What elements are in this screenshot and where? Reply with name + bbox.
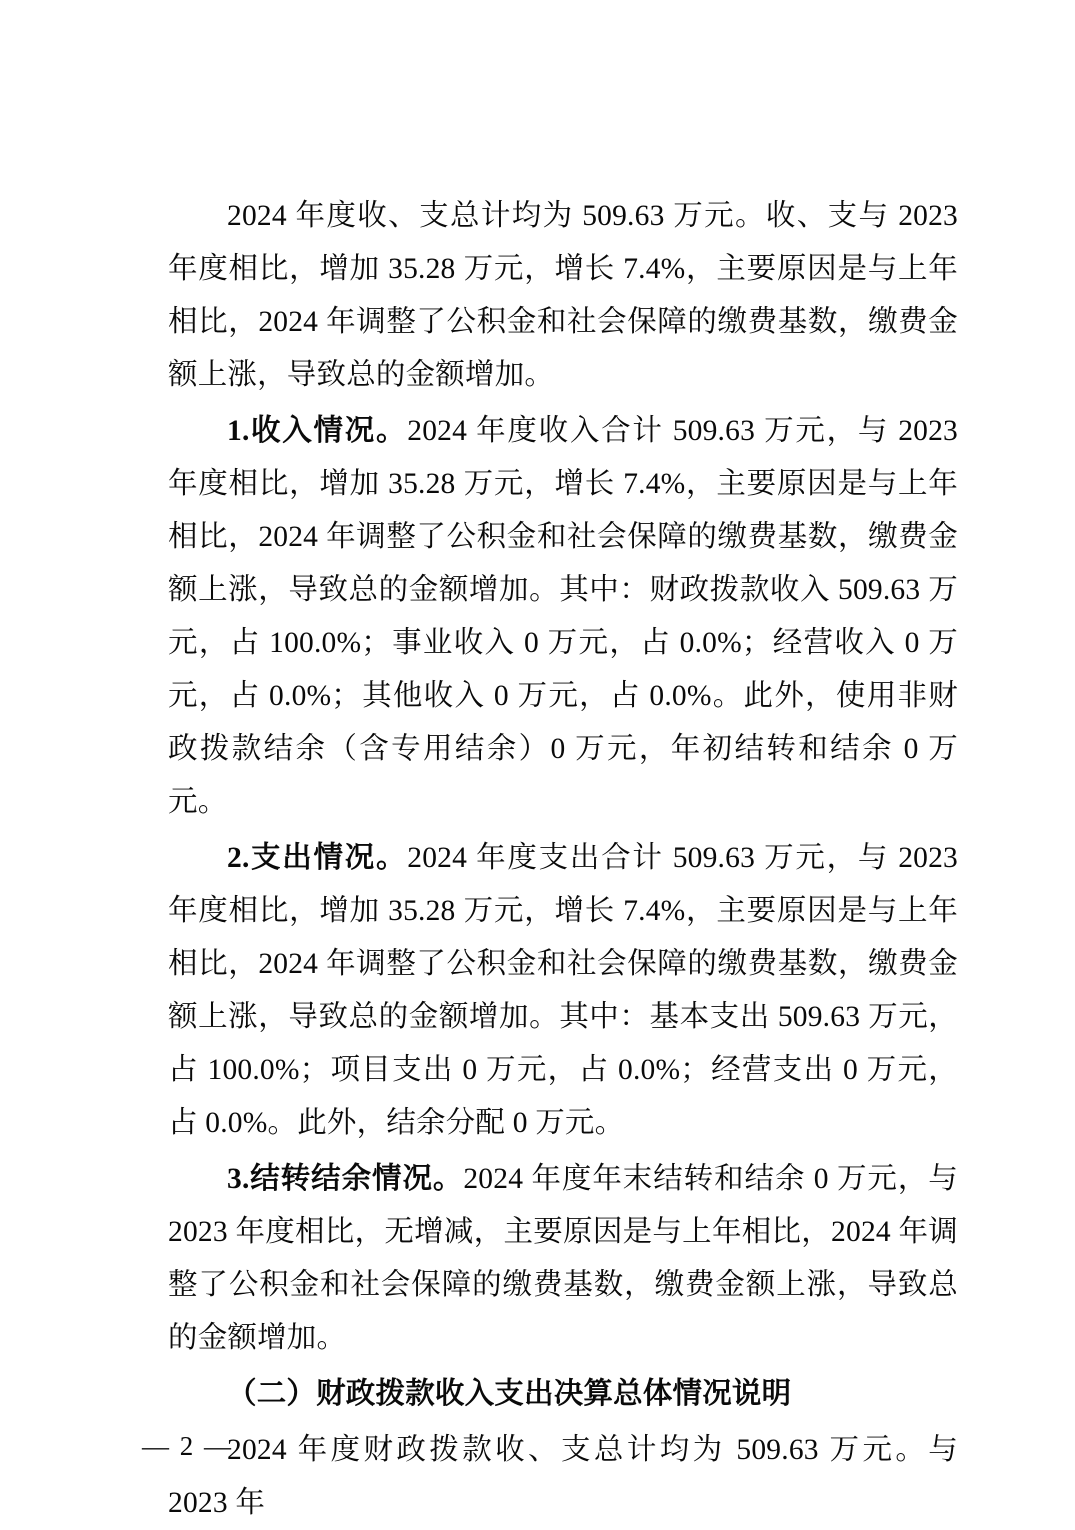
paragraph-text: 2024 年度支出合计 509.63 万元，与 2023 年度相比，增加 35.28 万元，增长 7.4%，主要原因是与上年相比，2024 年调整了公积金和社会保障的缴费基数，缴费金额上涨，导致总的金额增加。其中：基本支出 509.63 万元，占 100.0%；项目支出 0 万元，占 0.0%；经营支出 0 万元，占 0.0%。此外，结余分配 0 万元。 [168, 842, 958, 1139]
page-number: — 2 — [142, 1431, 233, 1461]
document-body [168, 190, 958, 1530]
paragraph-text: 2024 年度收入合计 509.63 万元，与 2023 年度相比，增加 35.28 万元，增长 7.4%，主要原因是与上年相比，2024 年调整了公积金和社会保障的缴费基数，缴费金额上涨，导致总的金额增加。其中：财政拨款收入 509.63 万元，占 100.0%；事业收入 0 万元，占 0.0%；经营收入 0 万元，占 0.0%；其他收入 0 万元，占 0.0%。此外，使用非财政拨款结余（含专用结余）0 万元，年初结转和结余 0 万元。 [168, 415, 958, 818]
section-heading: （二）财政拨款收入支出决算总体情况说明 [227, 1378, 792, 1410]
paragraph-carryover [168, 1153, 958, 1365]
paragraph-text: 2024 年度收、支总计均为 509.63 万元。收、支与 2023 年度相比，增加 35.28 万元，增长 7.4%，主要原因是与上年相比，2024 年调整了公积金和社会保障的缴费基数，缴费金额上涨，导致总的金额增加。 [168, 200, 958, 391]
paragraph-income [168, 405, 958, 829]
paragraph-lead: 3.结转结余情况。 [227, 1163, 464, 1195]
paragraph-text: 2024 年度年末结转和结余 0 万元，与 2023 年度相比，无增减，主要原因是与上年相比，2024 年调整了公积金和社会保障的缴费基数，缴费金额上涨，导致总的金额增加。 [168, 1163, 958, 1354]
paragraph-expense [168, 832, 958, 1150]
paragraph-lead: 1.收入情况。 [227, 415, 408, 447]
paragraph-summary [168, 190, 958, 402]
paragraph-lead: 2.支出情况。 [227, 842, 408, 874]
page-footer [0, 1431, 1075, 1462]
paragraph-last: 2024 年度财政拨款收、支总计均为 509.63 万元。与 2023 年 [168, 1434, 958, 1519]
